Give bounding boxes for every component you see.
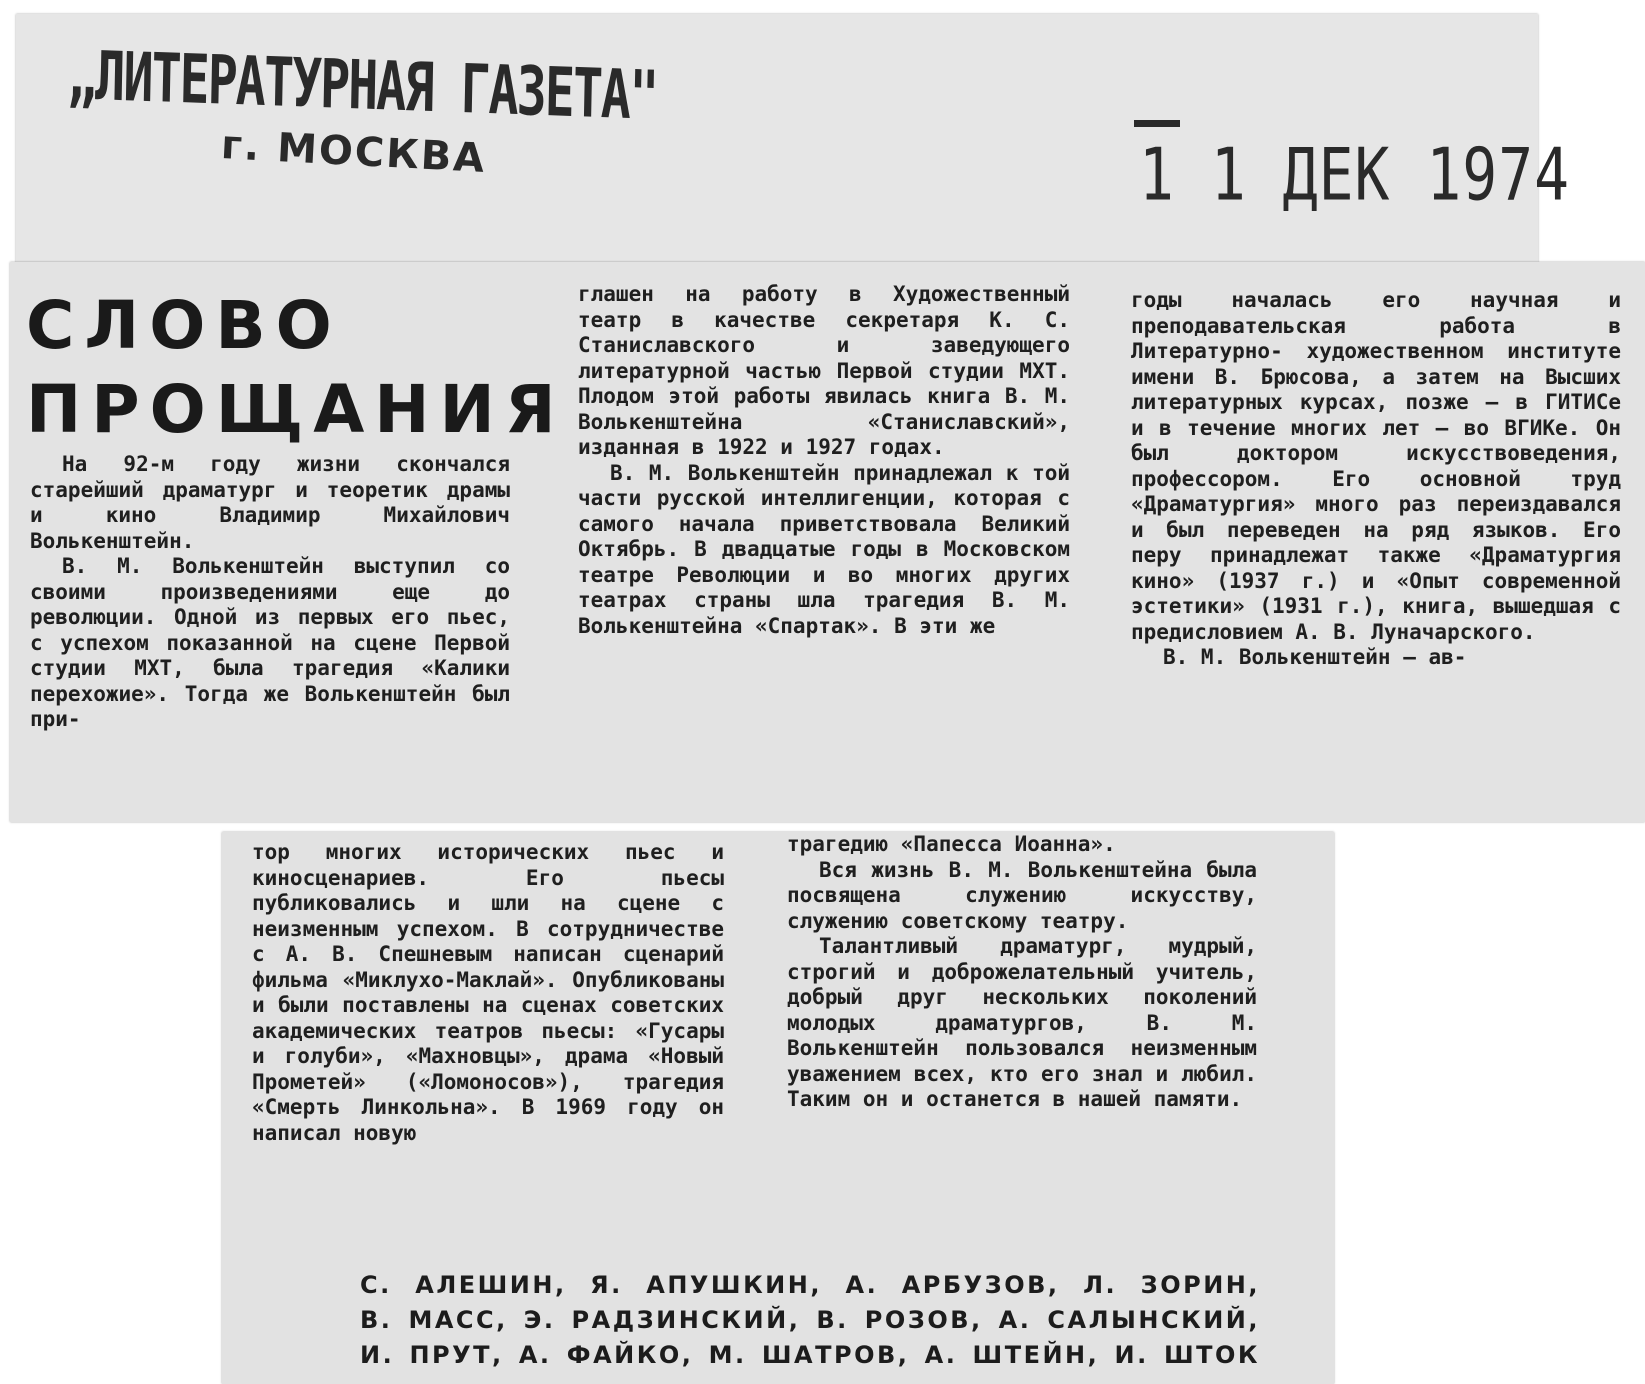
article-headline: СЛОВО ПРОЩАНИЯ — [26, 287, 566, 448]
signatories — [360, 1268, 1260, 1373]
article-column-1 — [30, 452, 510, 733]
signatory-line: И. ПРУТ, А. ФАЙКО, М. ШАТРОВ, А. ШТЕЙН, И. ШТОК — [360, 1341, 1260, 1369]
date-stamp-dash — [1134, 120, 1180, 127]
paragraph: В. М. Волькенштейн — ав- — [1163, 645, 1467, 669]
article-clipping-upper — [10, 262, 1645, 822]
paragraph: В. М. Волькенштейн принадлежал к той части русской интеллигенции, которая с самого начала приветствовала Великий Октябрь. В двадцатые годы в Московском театре Революции и во многих других театрах страны шла трагедия В. М. Волькенштейна «Спартак». В эти же — [578, 460, 1070, 638]
city-stamp: г. МОСКВА — [219, 122, 488, 182]
article-column-3 — [1131, 288, 1621, 671]
paragraph: глашен на работу в Художественный театр в качестве секретаря К. С. Станиславского и заведующего литературной частью Первой студии МХТ. Плодом этой работы явилась книга В. М. Волькенштейна «Станиславский», изданная в 1922 и 1927 годах. — [578, 282, 1070, 459]
paragraph: трагедию «Папесса Иоанна». — [787, 832, 1116, 856]
paragraph: Вся жизнь В. М. Волькенштейна была посвящена служению искусству, служению советскому театру. — [787, 857, 1257, 933]
signatory-line: С. АЛЕШИН, Я. АПУШКИН, А. АРБУЗОВ, Л. ЗОРИН, — [360, 1271, 1260, 1299]
article-clipping-lower — [222, 832, 1334, 1384]
newspaper-stamp-strip — [16, 14, 1571, 264]
paragraph: годы началась его научная и преподавательская работа в Литературно- художественном институте имени В. Брюсова, а затем на Высших литературных курсах, позже — в ГИТИСе и в течение многих лет — во ВГИКе. Он был доктором искусствоведения, профессором. Его основной труд «Драматургия» много раз переиздавался и был переведен на ряд языков. Его перу принадлежат также «Драматургия кино» (1937 г.) и «Опыт современной эстетики» (1931 г.), книга, вышедшая с предисловием А. В. Луначарского. — [1131, 288, 1621, 644]
paragraph: тор многих исторических пьес и киносценариев. Его пьесы публиковались и шли на сцене с неизменным успехом. В сотрудничестве с А. В. Спешневым написан сценарий фильма «Миклухо-Маклай». Опубликованы и были поставлены на сценах советских академических театров пьесы: «Гусары и голуби», «Махновцы», драма «Новый Прометей» («Ломоносов»), трагедия «Смерть Линкольна». В 1969 году он написал новую — [252, 840, 724, 1145]
signatory-line: В. МАСС, Э. РАДЗИНСКИЙ, В. РОЗОВ, А. САЛЫНСКИЙ, — [360, 1306, 1260, 1334]
date-stamp: 1 1 ДЕК 1974 — [1139, 132, 1571, 217]
article-column-5 — [787, 832, 1257, 1113]
paragraph: В. М. Волькенштейн выступил со своими произведениями еще до революции. Одной из первых его пьес, с успехом показанной на сцене Первой студии МХТ, была трагедия «Калики перехожие». Тогда же Волькенштейн был при- — [30, 554, 510, 731]
article-column-2 — [578, 282, 1070, 639]
paragraph: На 92-м году жизни скончался старейший драматург и теоретик драмы и кино Владимир Михайлович Волькенштейн. — [30, 452, 510, 553]
article-column-4 — [252, 840, 724, 1146]
newspaper-name-stamp: „ЛИТЕРАТУРНАЯ ГАЗЕТА" — [66, 36, 658, 136]
paragraph: Талантливый драматург, мудрый, строгий и доброжелательный учитель, добрый друг нескольких поколений молодых драматургов, В. М. Волькенштейн пользовался неизменным уважением всех, кто его знал и любил. Таким он и останется в нашей памяти. — [787, 934, 1257, 1111]
